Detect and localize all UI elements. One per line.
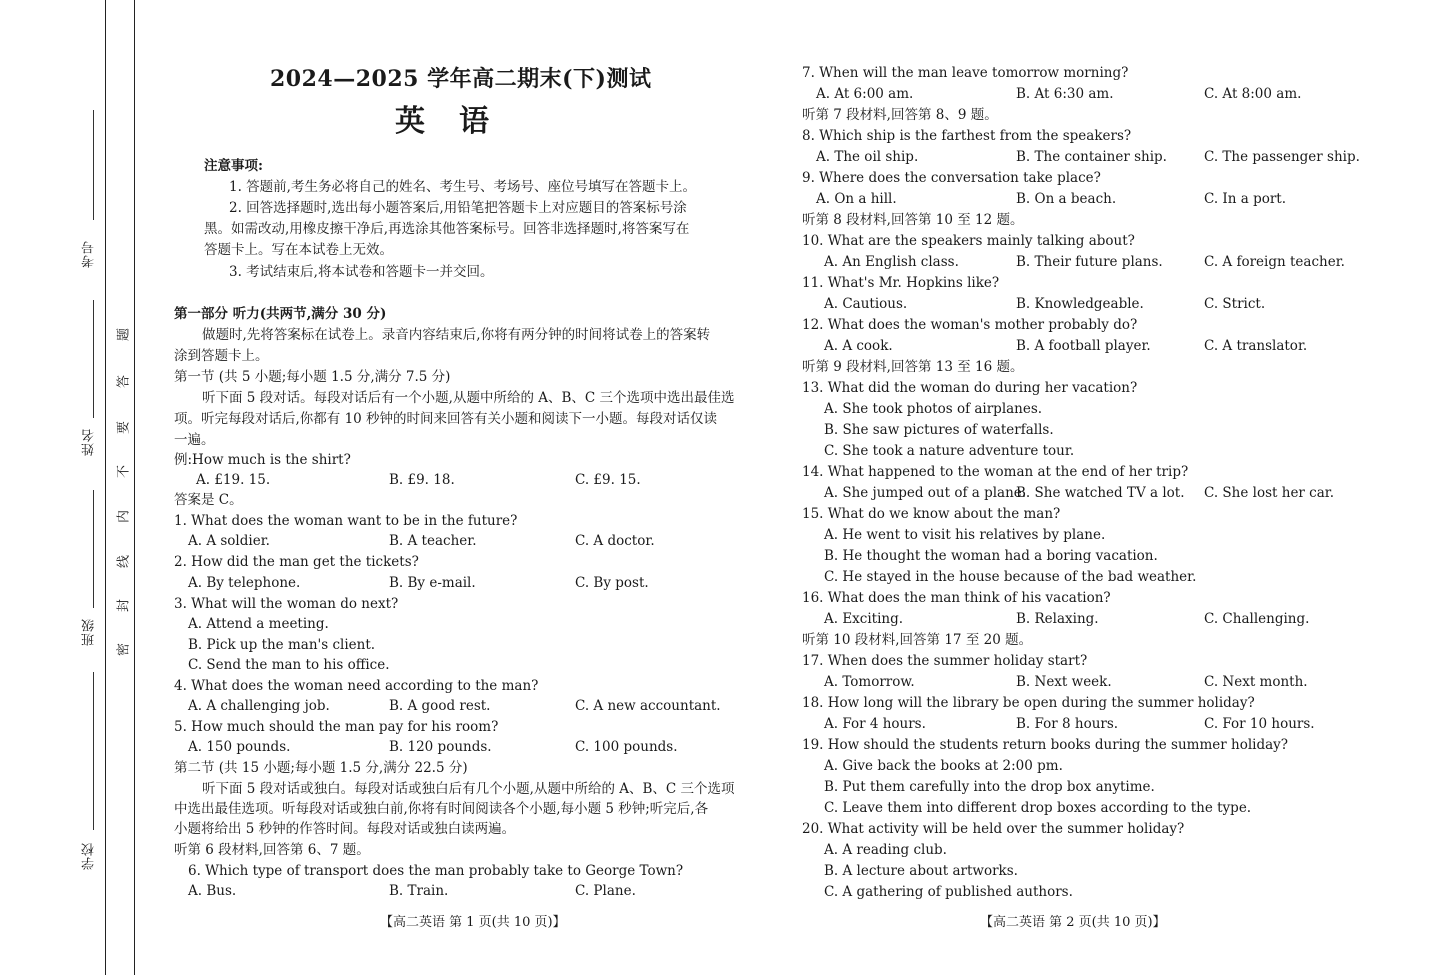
margin-line-inner: [105, 0, 106, 975]
name-underline: [93, 300, 94, 418]
option: B. A football player.: [1016, 338, 1151, 354]
section1-intro: 项。听完每段对话后,你都有 10 秒钟的时间来回答有关小题和阅读下一小题。每段对话仅读: [174, 411, 718, 427]
question: 3. What will the woman do next?: [174, 596, 399, 612]
option: B. A lecture about artworks.: [824, 863, 1018, 879]
option: C. Send the man to his office.: [188, 657, 390, 673]
option: C. She took a nature adventure tour.: [824, 443, 1075, 459]
material-heading: 听第 8 段材料,回答第 10 至 12 题。: [802, 212, 1024, 228]
option: B. Pick up the man's client.: [188, 637, 376, 653]
notice-line: 3. 考试结束后,将本试卷和答题卡一并交回。: [229, 264, 494, 280]
example-option: C. £9. 15.: [575, 472, 641, 488]
notice-line: 1. 答题前,考生务必将自己的姓名、考生号、考场号、座位号填写在答题卡上。: [229, 179, 696, 195]
option: A. For 4 hours.: [824, 716, 926, 732]
question: 7. When will the man leave tomorrow morning?: [802, 65, 1129, 81]
option: C. For 10 hours.: [1204, 716, 1315, 732]
option: B. For 8 hours.: [1016, 716, 1119, 732]
option: A. Cautious.: [824, 296, 908, 312]
option: A. The oil ship.: [816, 149, 919, 165]
example-option: B. £9. 18.: [389, 472, 455, 488]
example-option: A. £19. 15.: [196, 472, 271, 488]
option: C. A gathering of published authors.: [824, 884, 1073, 900]
material-heading: 听第 10 段材料,回答第 17 至 20 题。: [802, 632, 1033, 648]
option: B. Knowledgeable.: [1016, 296, 1144, 312]
option: C. A new accountant.: [575, 698, 721, 714]
option: C. The passenger ship.: [1204, 149, 1360, 165]
class-underline: [93, 490, 94, 608]
option: B. Put them carefully into the drop box anytime.: [824, 779, 1155, 795]
option: C. Plane.: [575, 883, 636, 899]
question: 16. What does the man think of his vacation?: [802, 590, 1111, 606]
option: A. Give back the books at 2:00 pm.: [824, 758, 1063, 774]
section1-intro: 一遍。: [174, 432, 215, 448]
option: B. She watched TV a lot.: [1016, 485, 1185, 501]
section2-heading: 第二节 (共 15 小题;每小题 1.5 分,满分 22.5 分): [174, 760, 468, 776]
option: B. Their future plans.: [1016, 254, 1163, 270]
material-heading: 听第 7 段材料,回答第 8、9 题。: [802, 107, 998, 123]
option: B. She saw pictures of waterfalls.: [824, 422, 1054, 438]
page-footer-right: 【高二英语 第 2 页(共 10 页)】: [980, 915, 1166, 930]
option: A. On a hill.: [816, 191, 897, 207]
seal-char: 答: [116, 375, 132, 389]
section1-heading: 第一节 (共 5 小题;每小题 1.5 分,满分 7.5 分): [174, 369, 451, 385]
question: 9. Where does the conversation take place?: [802, 170, 1101, 186]
option: B. Relaxing.: [1016, 611, 1099, 627]
notice-line: 2. 回答选择题时,选出每小题答案后,用铅笔把答题卡上对应题目的答案标号涂: [229, 200, 687, 216]
question: 12. What does the woman's mother probably do?: [802, 317, 1138, 333]
section2-intro: 中选出最佳选项。听每段对话或独白前,你将有时间阅读各个小题,每小题 5 秒钟;听完后,各: [174, 801, 709, 817]
option: B. A good rest.: [389, 698, 491, 714]
option: B. He thought the woman had a boring vacation.: [824, 548, 1158, 564]
option: B. By e-mail.: [389, 575, 476, 591]
school-underline: [93, 672, 94, 830]
option: C. Next month.: [1204, 674, 1308, 690]
option: C. A foreign teacher.: [1204, 254, 1345, 270]
section2-intro: 小题将给出 5 秒钟的作答时间。每段对话或独白读两遍。: [174, 821, 516, 837]
option: A. A reading club.: [824, 842, 947, 858]
question: 1. What does the woman want to be in the future?: [174, 513, 518, 529]
option: C. A doctor.: [575, 533, 655, 549]
seal-char: 封: [116, 599, 132, 613]
option: A. Tomorrow.: [824, 674, 915, 690]
option: A. He went to visit his relatives by plane.: [824, 527, 1106, 543]
example-question: 例:How much is the shirt?: [174, 452, 351, 468]
question: 4. What does the woman need according to the man?: [174, 678, 539, 694]
seal-char: 题: [116, 328, 132, 342]
notice-line: 黑。如需改动,用橡皮擦干净后,再选涂其他答案标号。回答非选择题时,将答案写在: [204, 221, 690, 237]
question: 20. What activity will be held over the summer holiday?: [802, 821, 1185, 837]
question: 6. Which type of transport does the man probably take to George Town?: [188, 863, 684, 879]
option: B. 120 pounds.: [389, 739, 492, 755]
part1-intro: 做题时,先将答案标在试卷上。录音内容结束后,你将有两分钟的时间将试卷上的答案转: [202, 327, 711, 343]
example-answer: 答案是 C。: [174, 492, 243, 508]
option: C. At 8:00 am.: [1204, 86, 1302, 102]
question: 2. How did the man get the tickets?: [174, 554, 419, 570]
option: C. 100 pounds.: [575, 739, 678, 755]
option: A. Bus.: [188, 883, 237, 899]
question: 14. What happened to the woman at the end of her trip?: [802, 464, 1189, 480]
seal-char: 不: [116, 465, 132, 479]
option: C. Challenging.: [1204, 611, 1310, 627]
binding-margin: [0, 0, 136, 975]
option: B. On a beach.: [1016, 191, 1117, 207]
question: 11. What's Mr. Hopkins like?: [802, 275, 1000, 291]
option: A. An English class.: [824, 254, 959, 270]
option: B. Train.: [389, 883, 449, 899]
seal-char: 线: [116, 555, 132, 569]
question: 5. How much should the man pay for his room?: [174, 719, 499, 735]
school-label: 学校: [82, 842, 97, 870]
page-footer-left: 【高二英语 第 1 页(共 10 页)】: [380, 915, 566, 930]
option: A. She jumped out of a plane.: [824, 485, 1027, 501]
material-heading: 听第 9 段材料,回答第 13 至 16 题。: [802, 359, 1024, 375]
option: C. Leave them into different drop boxes according to the type.: [824, 800, 1252, 816]
option: C. She lost her car.: [1204, 485, 1335, 501]
seal-char: 内: [116, 510, 132, 524]
option: C. He stayed in the house because of the bad weather.: [824, 569, 1197, 585]
option: A. By telephone.: [188, 575, 301, 591]
question: 18. How long will the library be open during the summer holiday?: [802, 695, 1255, 711]
class-label: 班级: [82, 618, 97, 646]
subject-title: 英语: [395, 104, 523, 139]
margin-line-outer: [134, 0, 135, 975]
option: C. Strict.: [1204, 296, 1266, 312]
option: A. At 6:00 am.: [816, 86, 914, 102]
option: A. A soldier.: [188, 533, 270, 549]
seal-char: 要: [116, 421, 132, 435]
question: 17. When does the summer holiday start?: [802, 653, 1088, 669]
option: C. In a port.: [1204, 191, 1287, 207]
exam-no-label: 考号: [82, 240, 97, 268]
option: B. The container ship.: [1016, 149, 1167, 165]
seal-char: 密: [116, 643, 132, 657]
question: 15. What do we know about the man?: [802, 506, 1061, 522]
question: 10. What are the speakers mainly talking about?: [802, 233, 1135, 249]
option: A. She took photos of airplanes.: [824, 401, 1043, 417]
exam-no-underline: [93, 110, 94, 220]
option: B. A teacher.: [389, 533, 477, 549]
question: 8. Which ship is the farthest from the speakers?: [802, 128, 1132, 144]
notice-heading: 注意事项:: [204, 158, 263, 174]
option: A. Exciting.: [824, 611, 904, 627]
option: A. 150 pounds.: [188, 739, 291, 755]
exam-title: 2024—2025 学年高二期末(下)测试: [270, 66, 652, 92]
question: 13. What did the woman do during her vacation?: [802, 380, 1138, 396]
question: 19. How should the students return books during the summer holiday?: [802, 737, 1289, 753]
option: C. By post.: [575, 575, 649, 591]
material-heading: 听第 6 段材料,回答第 6、7 题。: [174, 842, 370, 858]
name-label: 姓名: [82, 428, 97, 456]
notice-line: 答题卡上。写在本试卷上无效。: [204, 242, 393, 258]
section2-intro: 听下面 5 段对话或独白。每段对话或独白后有几个小题,从题中所给的 A、B、C 三个选项: [202, 781, 735, 797]
option: B. Next week.: [1016, 674, 1112, 690]
option: A. Attend a meeting.: [188, 616, 329, 632]
section1-intro: 听下面 5 段对话。每段对话后有一个小题,从题中所给的 A、B、C 三个选项中选出最佳选: [202, 390, 735, 406]
option: A. A cook.: [824, 338, 893, 354]
option: B. At 6:30 am.: [1016, 86, 1114, 102]
option: A. A challenging job.: [188, 698, 330, 714]
part1-heading: 第一部分 听力(共两节,满分 30 分): [174, 306, 387, 322]
part1-intro: 涂到答题卡上。: [174, 348, 269, 364]
option: C. A translator.: [1204, 338, 1308, 354]
